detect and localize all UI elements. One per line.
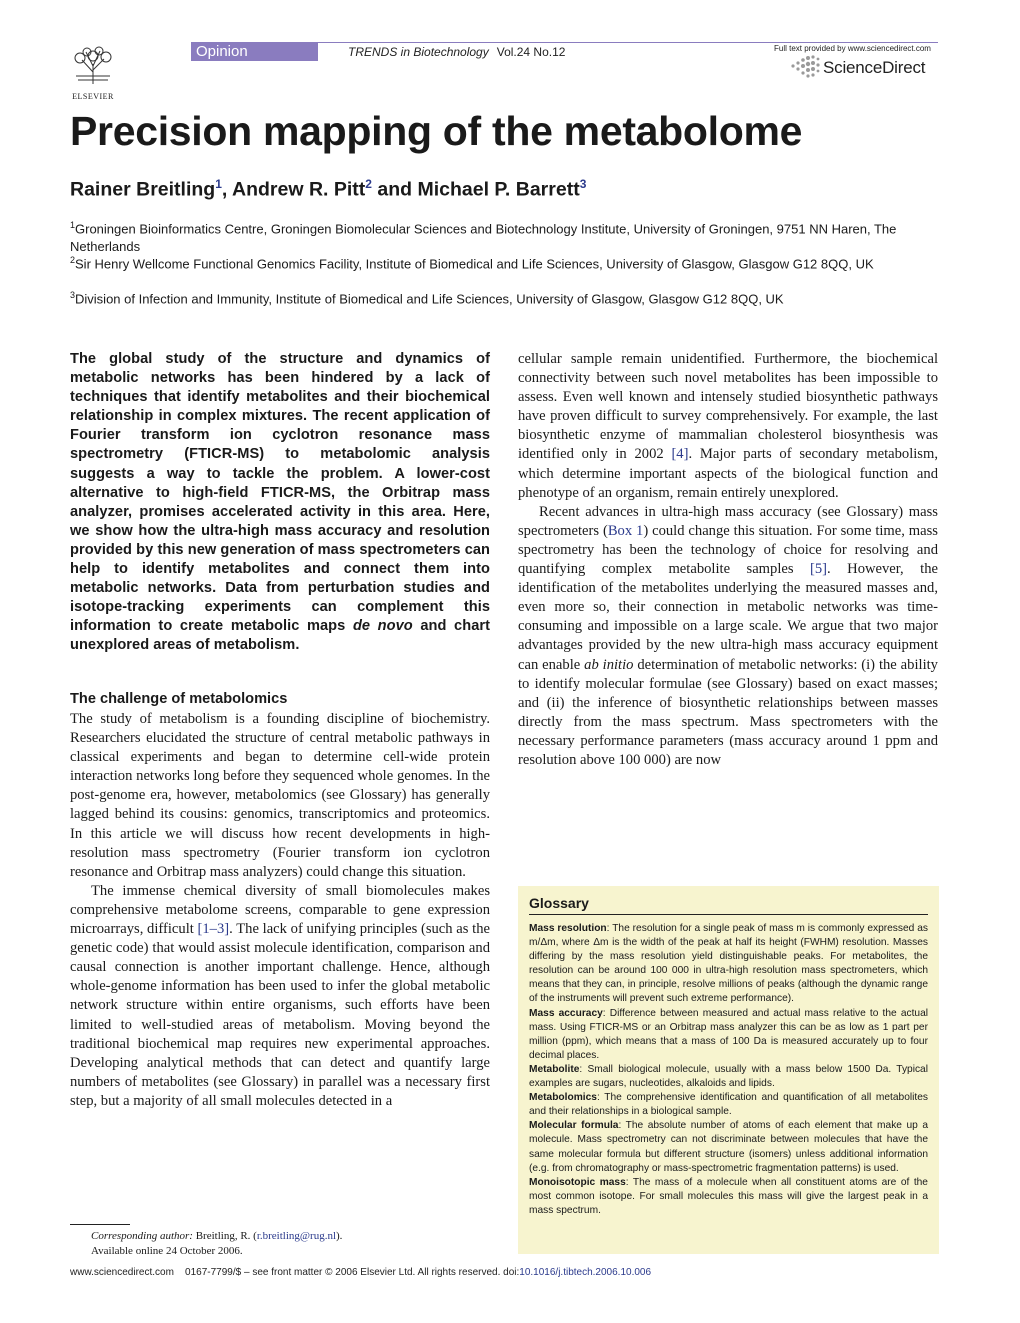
paragraph-text: The immense chemical diversity of small biomolecules makes comprehensive metabolome screens, comparable to gene expression microarrays, difficult xyxy=(70,882,490,938)
author-affiliation-sup[interactable]: 1 xyxy=(215,177,222,191)
author-separator: , xyxy=(221,178,233,201)
glossary-body xyxy=(529,922,928,1218)
glossary-entry xyxy=(529,1007,928,1063)
glossary-entry xyxy=(529,922,928,1007)
glossary-term: Mass resolution xyxy=(529,923,607,934)
available-online: Available online 24 October 2006. xyxy=(91,1245,243,1257)
sciencedirect-logo-text[interactable]: ScienceDirect xyxy=(823,58,926,77)
author-affiliation-sup[interactable]: 3 xyxy=(579,177,587,191)
paragraph: The study of metabolism is a founding discipline of biochemistry. Researchers elucidated the structure of central metabolic pathways in classical experiments and began to determine cell-wide protein interaction networks long before they sequenced whole genomes. In the post-genome era, however, metabolomics (see Glossary) has generally lagged behind its cousins: genomics, transcriptomics and proteomics. In this article we will discuss how recent developments in high-resolution mass spectrometry (Fourier transform ion cyclotron resonance and Orbitrap mass analyzers) could change this situation. xyxy=(70,711,490,880)
affiliation-2 xyxy=(70,252,940,273)
glossary-term: Metabolite xyxy=(529,1063,580,1075)
elsevier-tree-icon xyxy=(70,46,116,86)
paragraph-text: . The lack of unifying principles (such as the genetic code) that would assist molecule identification, comparison and causal connection is another important challenge. Hence, although whole-genome information has been used to infer the global metabolic network structure within entire organisms, such efforts have been limited to well-studied areas of metabolism. Moving beyond the traditional biochemical map requires new experimental approaches. Developing analytical methods that can detect and quantify large numbers of metabolites (see Glossary) in parallel was a necessary first step, but a majority of all small molecules detected in a xyxy=(70,921,490,1109)
affiliation-1 xyxy=(70,217,940,255)
footer-site-link[interactable]: www.sciencedirect.com xyxy=(70,1267,174,1278)
paragraph-text: determination of metabolic networks: (i) the ability to identify molecular formulae (see Glossary) based on exact masses; and (ii) the inference of biosynthetic relationships between masses directly from the mass spectrum. Mass spectrometers with the necessary performance parameters (mass accuracy around 1 ppm and resolution above 100 000) are now xyxy=(518,656,938,768)
glossary-entry xyxy=(529,1091,928,1119)
glossary-rule xyxy=(529,914,928,915)
glossary-definition: : The resolution for a single peak of mass m is commonly expressed as m/Δm, where Δm is the width of the peak at half its height (FWHM) resolution. Masses differing by the mass resolution yield distinguishable peaks. For metabolites, the resolution can be around 100 000 in ultra-high resolution mass spectrometers, which means that they can, in principle, resolve millions of peaks (although the dynamic range of the instruments will prevent such extreme performance). xyxy=(529,923,928,1005)
journal-line xyxy=(348,45,565,59)
footer-copyright: 0167-7799/$ – see front matter © 2006 Elsevier Ltd. All rights reserved. doi: xyxy=(185,1267,520,1278)
author-affiliation-sup[interactable]: 2 xyxy=(365,177,372,191)
affiliation-text: Division of Infection and Immunity, Institute of Biomedical and Life Sciences, University of Glasgow, Glasgow G12 8QQ, UK xyxy=(75,291,784,307)
paragraph-text: Recent advances in ultra-high mass accuracy (see Glossary) mass spectrometers ( xyxy=(518,503,938,539)
author-name: Andrew R. Pitt xyxy=(232,178,366,201)
fulltext-credit[interactable]: Full text provided by www.sciencedirect.com xyxy=(774,44,931,53)
paragraph-text: . Major parts of secondary metabolism, which determine important aspects of the biological function and phenotype of an organism, remain entirely unexplored. xyxy=(518,446,938,501)
citation-link[interactable]: [1–3] xyxy=(197,921,230,938)
glossary-term: Metabolomics xyxy=(529,1092,597,1104)
box-link[interactable]: Box 1 xyxy=(607,522,644,539)
glossary-title: Glossary xyxy=(529,895,589,911)
journal-name: TRENDS in Biotechnology xyxy=(348,45,489,59)
abstract xyxy=(70,350,490,656)
paragraph-text: ) could change this situation. For some time, mass spectrometry has been the technology of choice for resolving and quantifying complex metabolite samples xyxy=(518,522,938,578)
section-tab: Opinion xyxy=(191,42,318,61)
paragraph xyxy=(70,882,490,1111)
page-footer xyxy=(70,1267,651,1278)
glossary-definition: : Small biological molecule, usually with a mass below 1500 Da. Typical examples are sugars, nucleotides, alkaloids and lipids. xyxy=(529,1063,928,1090)
footnote xyxy=(91,1229,342,1259)
glossary-definition: : The mass of a molecule when all constituent atoms are of the most common isotope. For small molecules this mass will give the largest peak in a mass spectrum. xyxy=(529,1176,928,1216)
journal-volume: Vol.24 No.12 xyxy=(496,45,566,59)
doi-link[interactable]: 10.1016/j.tibtech.2006.10.006 xyxy=(519,1267,652,1278)
affiliation-3 xyxy=(70,287,940,308)
affiliation-text: Groningen Bioinformatics Centre, Groningen Biomolecular Sciences and Biotechnology Institute, University of Groningen, 9751 NN Haren, The Netherlands xyxy=(70,221,897,254)
footnote-label: Corresponding author: xyxy=(91,1230,193,1242)
email-link[interactable]: r.breitling@rug.nl xyxy=(256,1230,337,1242)
glossary-term: Monoisotopic mass xyxy=(529,1176,626,1188)
affiliation-number: 3 xyxy=(70,290,76,300)
citation-link[interactable]: [4] xyxy=(671,446,689,463)
right-column-body xyxy=(518,350,938,770)
glossary-definition: : Difference between measured and actual mass relative to the actual mass. Using FTICR-MS or an Orbitrap mass analyzer this can be as low as 1 part per million (ppm), which means that a mass of 100 Da is measured accurately up to four decimal places. xyxy=(529,1007,928,1061)
left-column-body xyxy=(70,710,490,1111)
elsevier-logo xyxy=(70,46,116,101)
paragraph-italic: ab initio xyxy=(584,656,634,673)
author-list xyxy=(70,177,586,202)
affiliation-number: 2 xyxy=(70,255,76,265)
footnote-text: Breitling, R. ( xyxy=(192,1230,257,1242)
article-title: Precision mapping of the metabolome xyxy=(70,108,803,154)
author-name: Michael P. Barrett xyxy=(417,178,580,201)
author-separator: and xyxy=(371,178,418,201)
glossary-definition: : The absolute number of atoms of each element that make up a molecule. Mass spectrometry can not discriminate between molecules that have the same molecular formula but different structure (isomers) unless additional information (e.g. from chromatography or mass-spectrometric fragmentation patterns) is used. xyxy=(529,1120,928,1174)
paragraph-text: . However, the identification of the metabolites underlying the measured masses and, even more so, their connection in metabolic networks was time-consuming and impossible on a large scale. We argue that two major advantages provided by the new ultra-high mass accuracy equipment can enable xyxy=(518,561,939,673)
footnote-text: ). xyxy=(336,1230,343,1242)
section-heading: The challenge of metabolomics xyxy=(70,691,288,707)
affiliation-text: Sir Henry Wellcome Functional Genomics Facility, Institute of Biomedical and Life Sciences, University of Glasgow, Glasgow G12 8QQ, UK xyxy=(75,256,874,272)
paragraph xyxy=(518,350,938,503)
abstract-text: The global study of the structure and dynamics of metabolic networks has been hindered by a lack of techniques that identify metabolites and their biochemical relationship in complex mixtures. The recent application of Fourier transform ion cyclotron resonance mass spectrometry (FTICR-MS) to metabolomic analysis suggests a way to tackle the problem. A lower-cost alternative to high-field FTICR-MS, the Orbitrap mass analyzer, promises accelerated activity in this area. Here, we show how the ultra-high mass accuracy and resolution provided by this new generation of mass spectrometers can help to identify metabolites and connect them into metabolic networks. Data from perturbation studies and isotope-tracking experiments can complement this information to create metabolic maps xyxy=(70,351,490,635)
glossary-definition: : The comprehensive identification and quantification of all metabolites and their relationships in a biological sample. xyxy=(529,1092,928,1118)
glossary-entry xyxy=(529,1063,928,1091)
paragraph xyxy=(518,503,938,770)
glossary-entry xyxy=(529,1119,928,1175)
abstract-text: and chart unexplored areas of metabolism. xyxy=(70,618,490,654)
publisher-name: ELSEVIER xyxy=(72,92,114,101)
citation-link[interactable]: [5] xyxy=(810,561,828,578)
affiliation-number: 1 xyxy=(70,220,76,230)
paragraph-text: cellular sample remain unidentified. Furthermore, the biochemical connectivity between such novel metabolites has been impossible to assess. Even well known and intensely studied biosynthetic pathways have proven difficult to survey comprehensively. For example, the last biosynthetic enzyme of mammalian cholesterol biosynthesis was identified only in 2002 xyxy=(518,351,938,463)
glossary-term: Mass accuracy xyxy=(529,1007,603,1019)
footnote-rule xyxy=(70,1224,130,1225)
glossary-term: Molecular formula xyxy=(529,1120,619,1132)
glossary-entry xyxy=(529,1176,928,1218)
author-name: Rainer Breitling xyxy=(70,178,216,201)
abstract-italic: de novo xyxy=(352,618,413,635)
corresponding-author xyxy=(91,1229,342,1244)
